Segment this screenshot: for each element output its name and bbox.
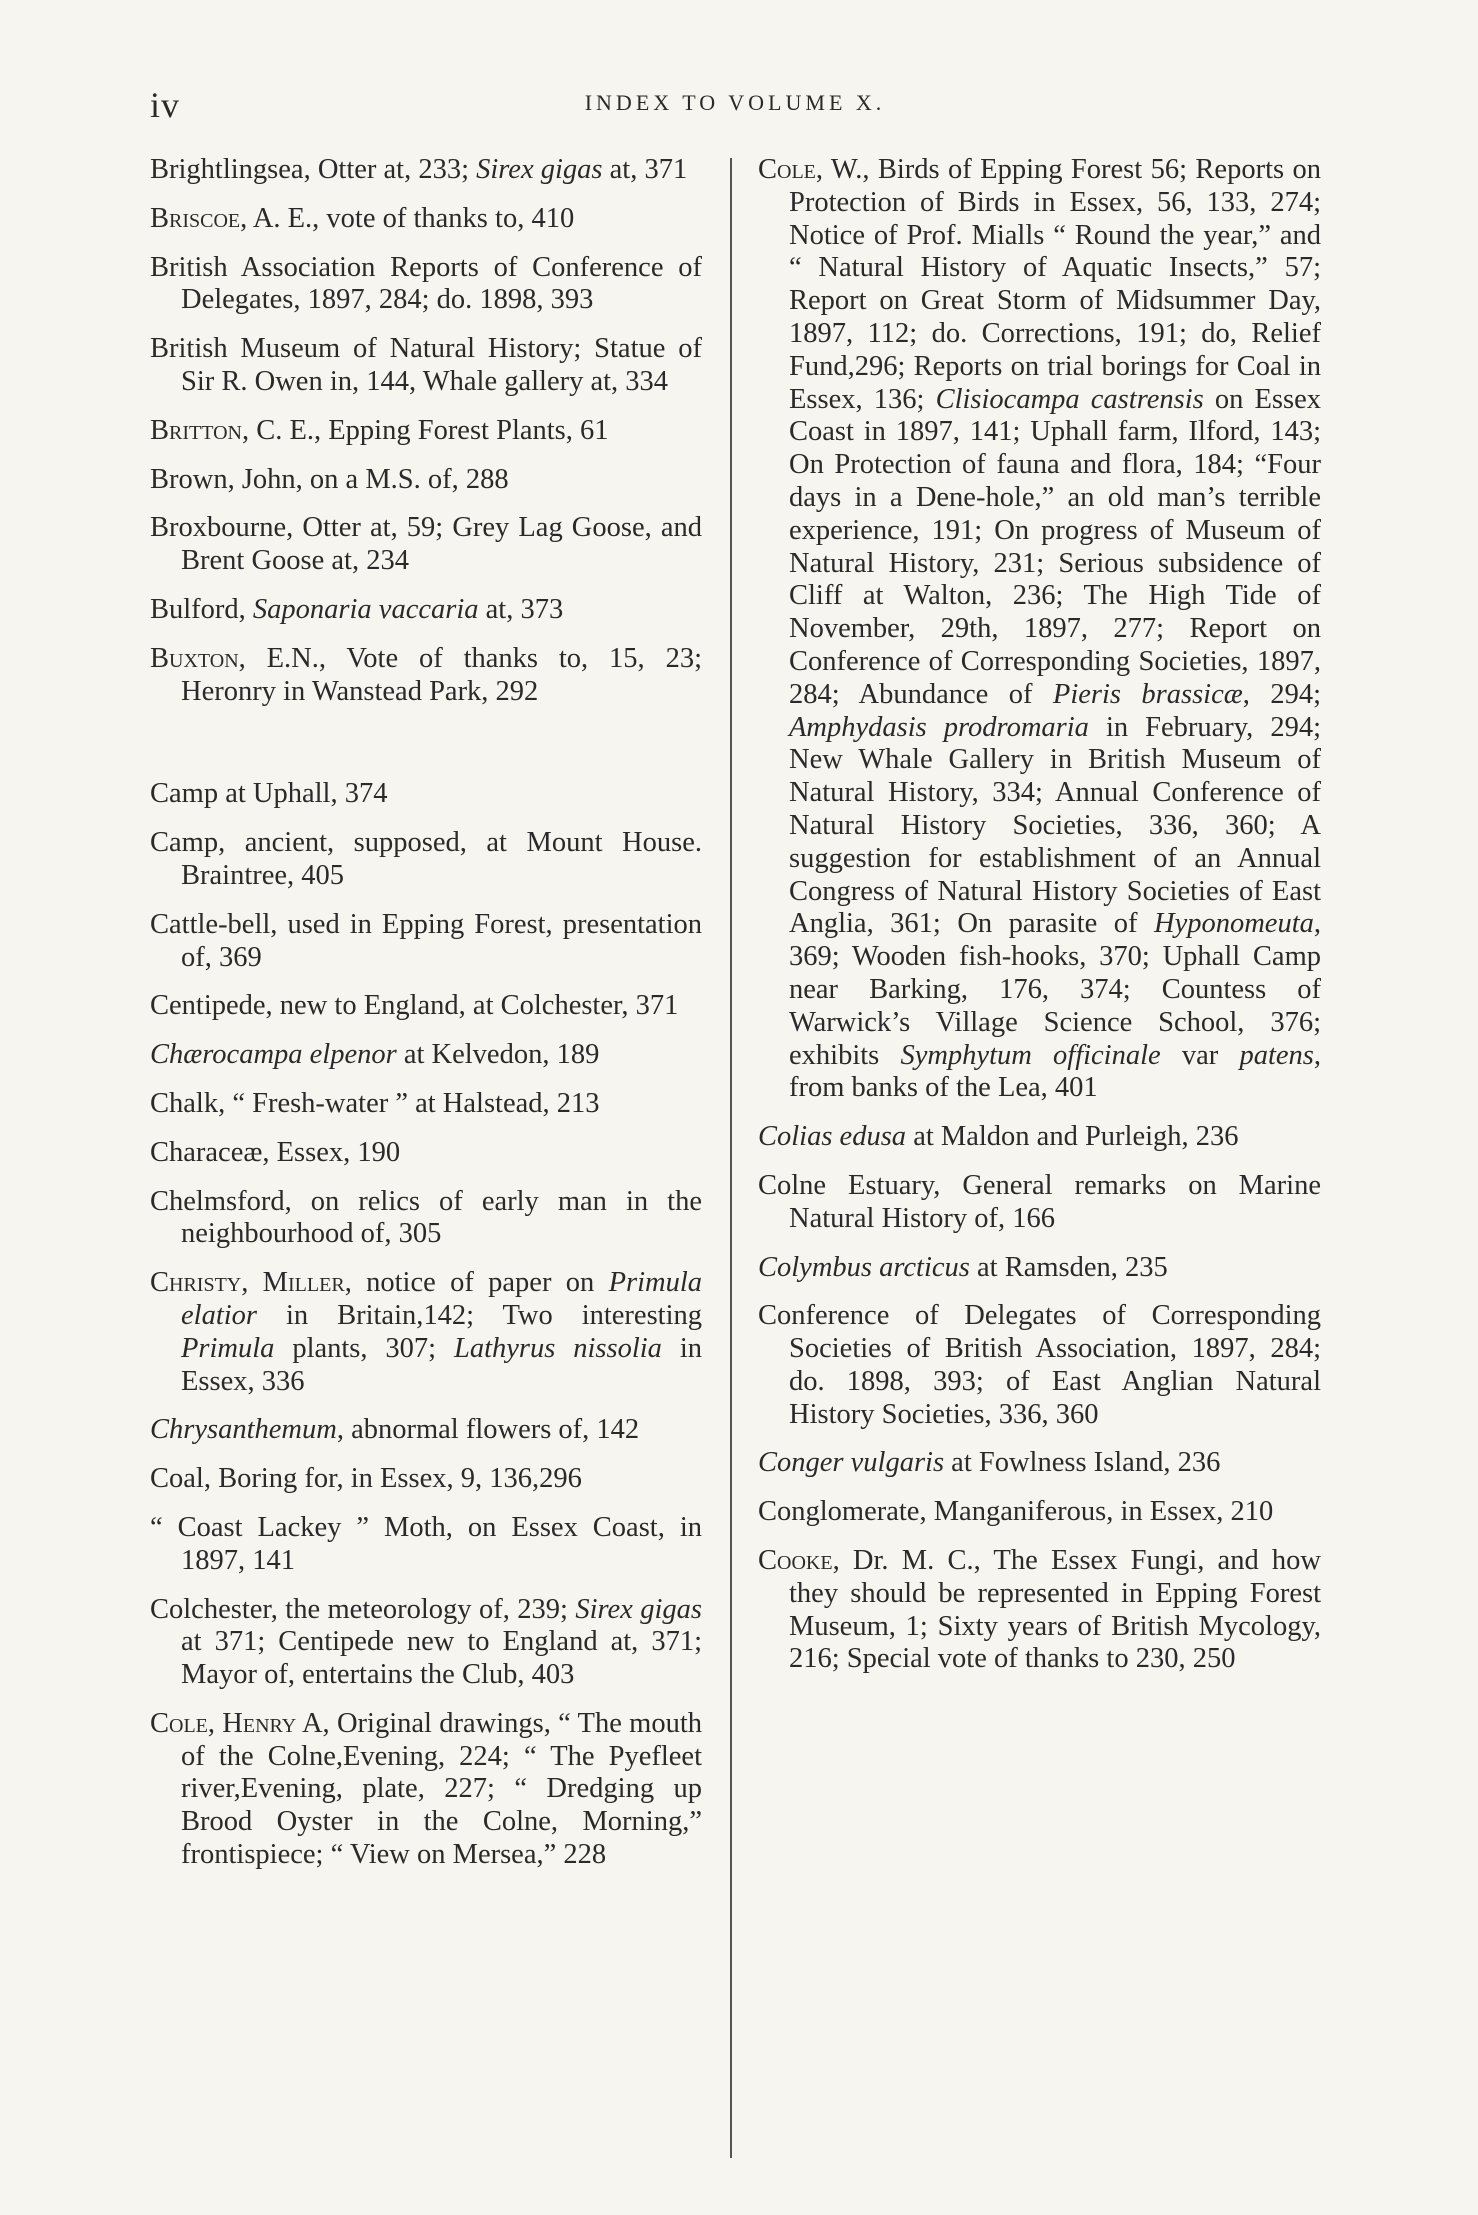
italic-text: Hyponomeuta <box>1153 908 1314 940</box>
entry-text: Conglomerate, Manganiferous, in Essex, 210 <box>758 1496 1274 1528</box>
italic-text: Lathyrus nissolia <box>453 1332 662 1364</box>
index-entry <box>758 1121 1321 1154</box>
entry-text: at Kelvedon, 189 <box>396 1039 600 1071</box>
entry-text: at, 373 <box>478 593 564 625</box>
index-entry <box>758 1545 1321 1676</box>
author-name: Cole, Henry <box>150 1707 297 1739</box>
entry-text: , 294; <box>1242 678 1321 710</box>
index-entry <box>150 1137 702 1170</box>
italic-text: Chærocampa elpenor <box>150 1039 397 1071</box>
italic-text: Primula elatior <box>181 1267 703 1331</box>
left-column <box>150 154 702 1888</box>
entry-text: , E.N., Vote of thanks to, 15, 23; Heronry in Wanstead Park, 292 <box>181 642 702 707</box>
entry-text: , notice of paper on <box>344 1267 609 1299</box>
italic-text: Chrysanthemum <box>150 1414 337 1446</box>
entry-text: at Fowlness Island, 236 <box>944 1447 1221 1479</box>
entry-text: , Dr. M. C., The Essex Fungi, and how they should be represented in Epping Forest Museum, 1; Sixty years of British Mycology, 216; Special vote of thanks to 230, 250 <box>789 1545 1321 1675</box>
italic-text: Saponaria vaccaria <box>252 593 479 625</box>
index-entry <box>758 1447 1321 1480</box>
entry-text: , A. E., vote of thanks to, 410 <box>240 202 575 234</box>
page-header <box>150 84 1320 124</box>
entry-text: , from banks of the Lea, 401 <box>789 1039 1321 1104</box>
entry-text: “ Coast Lackey ” Moth, on Essex Coast, in 1897, 141 <box>150 1511 702 1576</box>
entry-text: Camp, ancient, supposed, at Mount House. Braintree, 405 <box>150 827 702 891</box>
page-number: iv <box>150 85 181 125</box>
index-entry <box>150 252 702 318</box>
entry-text: Chalk, “ Fresh-water ” at Halstead, 213 <box>150 1087 600 1119</box>
column-divider <box>730 158 732 2158</box>
italic-text: Sirex gigas <box>476 154 603 185</box>
index-entry <box>150 827 702 893</box>
index-entry <box>758 1252 1321 1285</box>
entry-text: in February, 294; New Whale Gallery in British Museum of Natural History, 334; Annual Conference of Natural History Societies, 336, 360; A suggestion for establishment of an Annual Congress of Natural History Societies of East Anglia, 361; On parasite of <box>789 711 1321 940</box>
index-entry <box>150 1708 702 1872</box>
index-entry <box>758 1300 1321 1431</box>
index-entry <box>150 594 702 627</box>
entry-text: Colchester, the meteorology of, 239; <box>150 1593 576 1625</box>
author-name: Cole <box>758 154 816 185</box>
entry-text: Bulford, <box>150 593 253 625</box>
entry-text: Broxbourne, Otter at, 59; Grey Lag Goose, and Brent Goose at, 234 <box>150 512 702 577</box>
index-entry <box>150 1039 702 1072</box>
entry-text: Characeæ, Essex, 190 <box>150 1136 401 1168</box>
italic-text: Primula <box>181 1332 275 1364</box>
index-entry <box>758 1170 1321 1236</box>
italic-text: Sirex gigas <box>575 1593 702 1625</box>
entry-text: Centipede, new to England, at Colchester, 371 <box>150 990 679 1022</box>
author-name: Briscoe <box>150 202 241 234</box>
entry-text: plants, 307; <box>274 1332 454 1364</box>
index-entry <box>150 1088 702 1121</box>
entry-text: , W., Birds of Epping Forest 56; Reports on Protection of Birds in Essex, 56, 133, 274; Notice of Prof. Mialls “ Round the year,” and “ Natural History of Aquatic Insects,” 57; Report on Great Storm of Midsummer Day, 1897, 112; do. Corrections, 191; do, Relief Fund,296; Reports on trial borings for Coal in Essex, 136; <box>789 154 1321 415</box>
entry-text: , abnormal flowers of, 142 <box>336 1414 640 1446</box>
entry-text: Brown, John, on a M.S. of, 288 <box>150 463 509 495</box>
entry-text: Coal, Boring for, in Essex, 9, 136,296 <box>150 1463 582 1495</box>
right-column <box>758 154 1321 1692</box>
entry-text: Brightlingsea, Otter at, 233; <box>150 154 477 185</box>
author-name: Britton <box>150 414 242 446</box>
index-entry <box>150 643 702 709</box>
entry-text: Cattle-bell, used in Epping Forest, presentation of, 369 <box>150 908 702 973</box>
index-entry <box>150 512 702 578</box>
italic-text: Amphydasis prodromaria <box>789 711 1089 743</box>
entry-text: Camp at Uphall, 374 <box>150 778 388 810</box>
author-name: Buxton <box>150 642 239 674</box>
entry-text: at Maldon and Purleigh, 236 <box>906 1121 1239 1153</box>
entry-text: at 371; Centipede new to England at, 371; Mayor of, entertains the Club, 403 <box>181 1626 702 1691</box>
index-entry <box>150 464 702 497</box>
entry-text: at, 371 <box>602 154 688 185</box>
italic-text: patens <box>1239 1039 1314 1071</box>
index-entry <box>150 1414 702 1447</box>
entry-text: , 369; Wooden fish-hooks, 370; Uphall Camp near Barking, 176, 374; Countess of Warwick’s Village Science School, 376; exhibits <box>789 908 1321 1071</box>
entry-text: Chelmsford, on relics of early man in the neighbourhood of, 305 <box>150 1185 702 1250</box>
entry-text: on Essex Coast in 1897, 141; Uphall farm, Ilford, 143; On Protection of fauna and flora, 184; “Four days in a Dene-hole,” an old man’s terrible experience, 191; On progress of Museum of Natural History, 231; Serious subsidence of Cliff at Walton, 236; The High Tide of November, 29th, 1897, 277; Report on Conference of Corresponding Societies, 1897, 284; Abundance of <box>789 383 1321 710</box>
italic-text: Symphytum officinale <box>900 1039 1161 1071</box>
index-entry <box>758 154 1321 1105</box>
index-entry <box>150 990 702 1023</box>
index-entry <box>150 1512 702 1578</box>
index-entry <box>150 778 702 811</box>
entry-text: Colne Estuary, General remarks on Marine Natural History of, 166 <box>758 1169 1321 1234</box>
index-entry <box>150 333 702 399</box>
entry-text: in Essex, 336 <box>181 1332 702 1397</box>
italic-text: Clisiocampa castrensis <box>935 383 1204 415</box>
author-name: Cooke <box>758 1545 833 1577</box>
entry-text: in Britain,142; Two interesting <box>257 1299 702 1331</box>
index-entry <box>150 1594 702 1692</box>
index-entry <box>150 1267 702 1398</box>
index-entry <box>150 415 702 448</box>
index-entry <box>150 154 702 187</box>
entry-text: at Ramsden, 235 <box>969 1251 1168 1283</box>
index-entry <box>758 1496 1321 1529</box>
author-name: Christy, Miller <box>150 1267 345 1299</box>
italic-text: Conger vulgaris <box>758 1447 945 1479</box>
index-entry <box>150 909 702 975</box>
entry-text: British Association Reports of Conference of Delegates, 1897, 284; do. 1898, 393 <box>150 251 702 316</box>
entry-text: Conference of Delegates of Corresponding Societies of British Association, 1897, 284; do. 1898, 393; of East Anglian Natural History Societies, 336, 360 <box>758 1300 1321 1430</box>
entry-text: var <box>1160 1039 1240 1071</box>
entry-text: , C. E., Epping Forest Plants, 61 <box>241 414 609 446</box>
entry-text: British Museum of Natural History; Statue of Sir R. Owen in, 144, Whale gallery at, 334 <box>150 333 702 397</box>
running-head: INDEX TO VOLUME X. <box>584 90 886 115</box>
index-entry <box>150 203 702 236</box>
index-entry <box>150 1463 702 1496</box>
entry-text: A, Original drawings, “ The mouth of the Colne,Evening, 224; “ The Pyefleet river,Evening, plate, 227; “ Dredging up Brood Oyster in the Colne, Morning,” frontispiece; “ View on Mersea,” 228 <box>181 1707 702 1871</box>
italic-text: Colymbus arcticus <box>758 1251 970 1283</box>
italic-text: Colias edusa <box>758 1121 907 1153</box>
index-entry <box>150 1186 702 1252</box>
italic-text: Pieris brassicæ <box>1052 678 1243 710</box>
